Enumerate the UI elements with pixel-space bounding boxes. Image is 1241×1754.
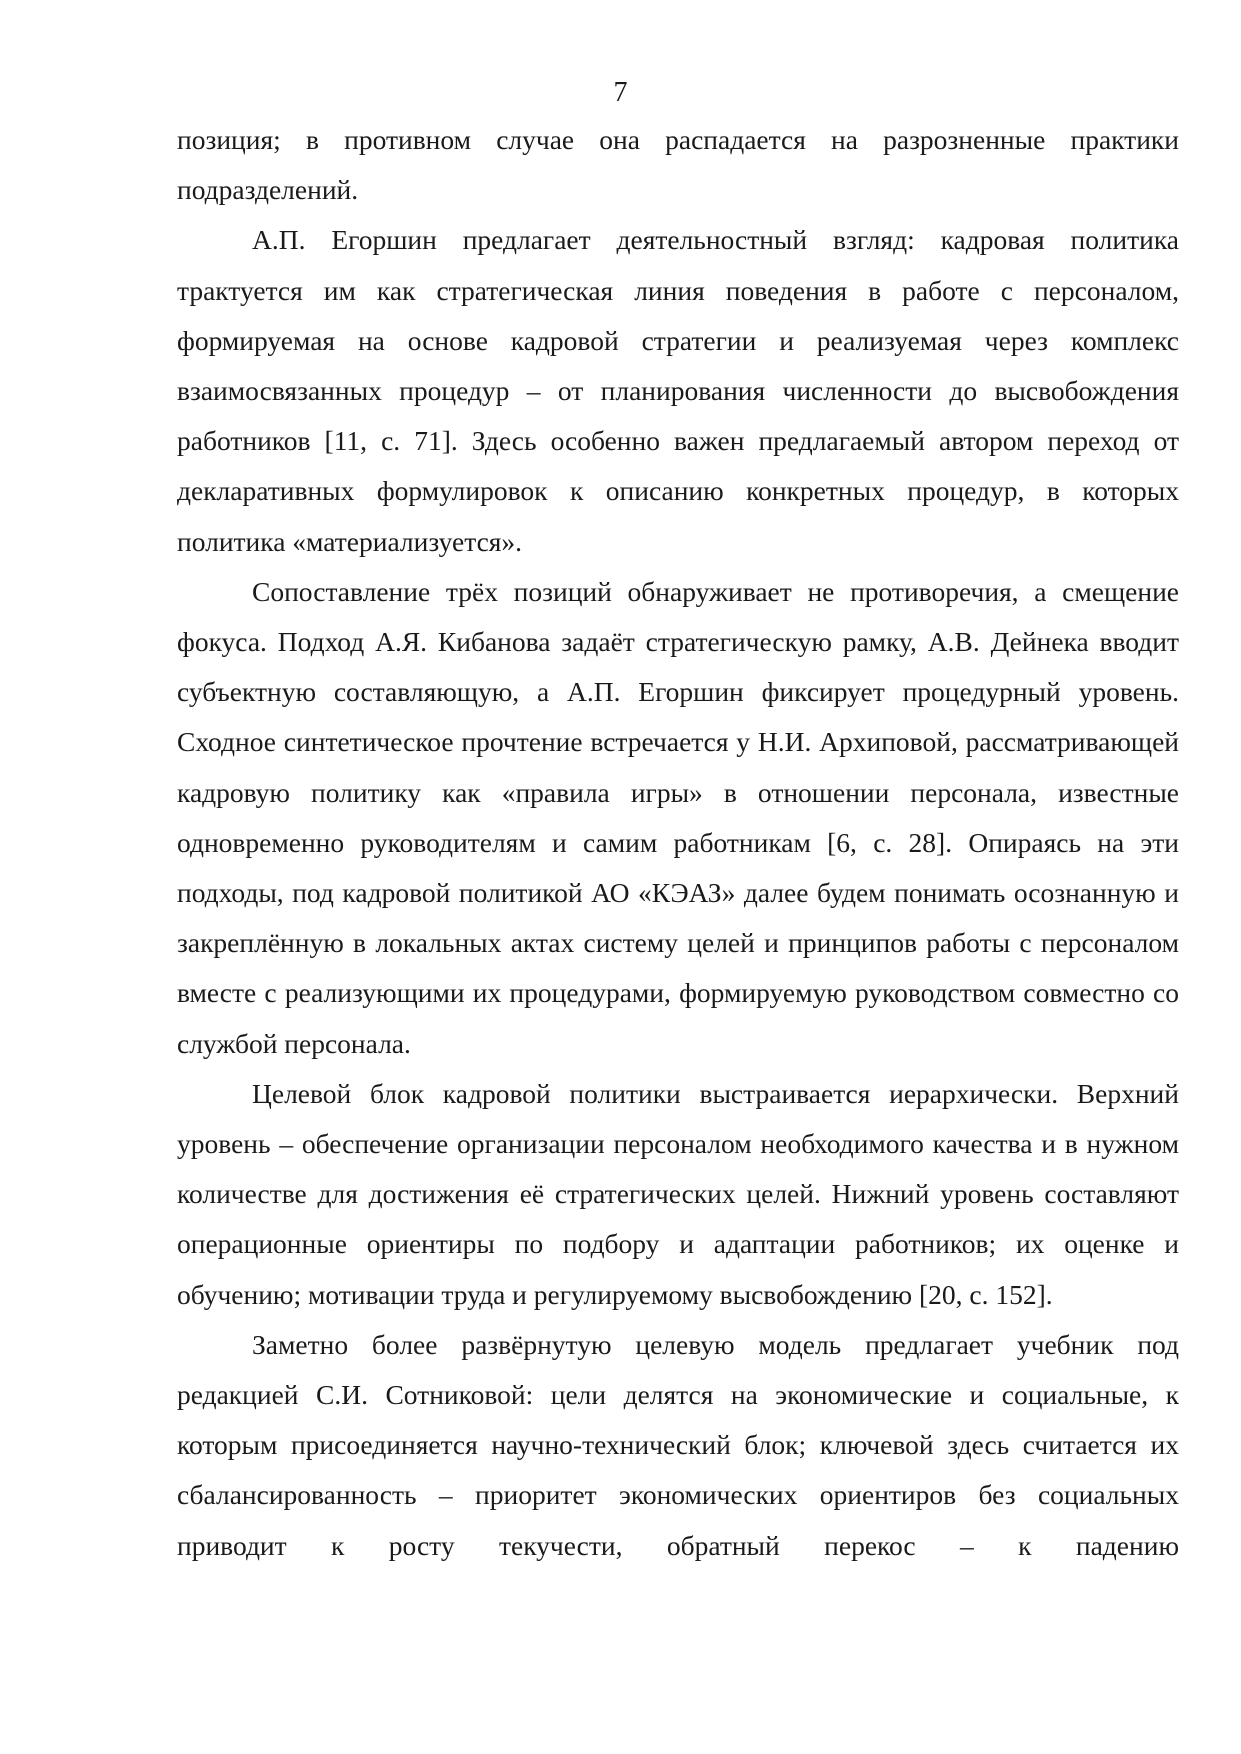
page-number: 7 <box>613 77 628 108</box>
paragraph-target-block: Целевой блок кадровой политики выстраивается иерархически. Верхний уровень – обеспечение организации персоналом необходимого качества и в нужном количестве для достижения её стратегических целей. Нижний уровень составляют операционные ориентиры по подбору и адаптации работников; их оценке и обучению; мотивации труда и регулируемому высвобождению [20, с. 152]. <box>177 1077 1179 1310</box>
paragraph-continuation: позиция; в противном случае она распадается на разрозненные практики подразделений. <box>177 124 1179 206</box>
paragraph-sotnikova: Заметно более развёрнутую целевую модель предлагает учебник под редакцией С.И. Сотниковой: цели делятся на экономические и социальные, к которым присоединяется научно-технический блок; ключевой здесь считается их сбалансированность – приоритет экономических ориентиров без социальных приводит к росту текучести, обратный перекос – к падению <box>177 1328 1179 1561</box>
paragraph-comparison: Сопоставление трёх позиций обнаруживает не противоречия, а смещение фокуса. Подход А.Я. Кибанова задаёт стратегическую рамку, А.В. Дейнека вводит субъектную составляющую, а А.П. Егоршин фиксирует процедурный уровень. Сходное синтетическое прочтение встречается у Н.И. Архиповой, рассматривающей кадровую политику как «правила игры» в отношении персонала, известные одновременно руководителям и самим работникам [6, с. 28]. Опираясь на эти подходы, под кадровой политикой АО «КЭАЗ» далее будем понимать осознанную и закреплённую в локальных актах систему целей и принципов работы с персоналом вместе с реализующими их процедурами, формируемую руководством совместно со службой персонала. <box>177 575 1179 1059</box>
body-text <box>177 115 1179 1571</box>
paragraph-egorshin: А.П. Егоршин предлагает деятельностный взгляд: кадровая политика трактуется им как стратегическая линия поведения в работе с персоналом, формируемая на основе кадровой стратегии и реализуемая через комплекс взаимосвязанных процедур – от планирования численности до высвобождения работников [11, с. 71]. Здесь особенно важен предлагаемый автором переход от декларативных формулировок к описанию конкретных процедур, в которых политика «материализуется». <box>177 224 1179 557</box>
